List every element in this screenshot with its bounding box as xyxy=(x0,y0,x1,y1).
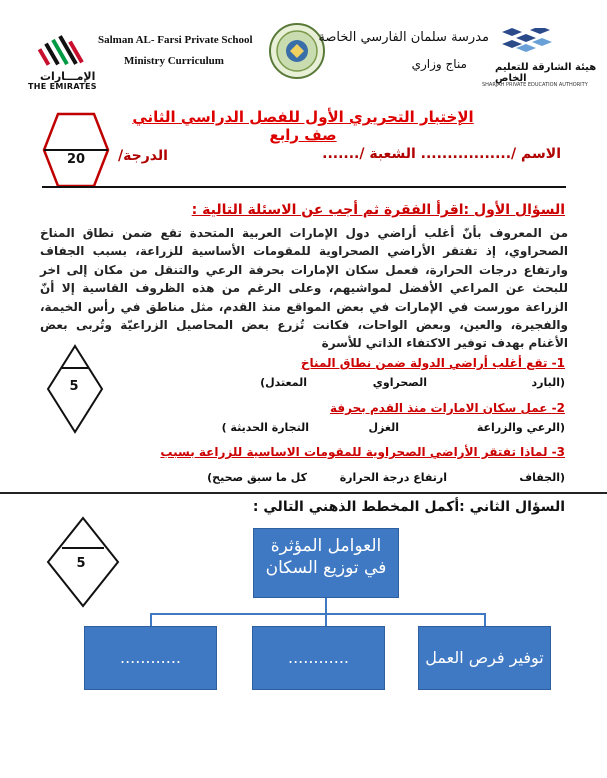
total-marks-value: 20 xyxy=(66,152,86,167)
item1-text: تقع أغلب أراضي الدولة ضمن نطاق المناخ xyxy=(300,356,548,370)
curriculum-english: Ministry Curriculum xyxy=(124,55,224,67)
mindmap-connector-right xyxy=(484,613,486,627)
question1-marks-value: 5 xyxy=(69,379,79,394)
item1-option-c: المعتدل) xyxy=(260,376,307,389)
mindmap-connector-vertical xyxy=(325,598,327,614)
item3-number: 3- xyxy=(551,445,565,459)
mindmap-main-line2: في توزيع السكان xyxy=(265,558,387,578)
grade-label: الدرجة/ xyxy=(118,148,168,164)
mindmap-main-node xyxy=(253,528,399,598)
item3-option-b: ارتفاع درجة الحرارة xyxy=(339,471,447,484)
mindmap-connector-left xyxy=(150,613,152,627)
mindmap-connector-center xyxy=(325,613,327,627)
item2-number: 2- xyxy=(551,401,565,415)
school-name-arabic: مدرسة سلمان الفارسي الخاصة xyxy=(318,30,489,45)
header-divider xyxy=(42,186,566,188)
question2-marks-value: 5 xyxy=(76,556,86,571)
mindmap-connector-horizontal xyxy=(150,613,485,615)
uae-logo-english-text: THE EMIRATES xyxy=(28,82,97,91)
question1-item1 xyxy=(301,356,565,370)
question2-heading: السؤال الثاني :أكمل المخطط الذهني التالي : xyxy=(252,499,565,515)
mindmap-child-node-2[interactable]: ............ xyxy=(252,626,385,690)
item2-option-b: الغزل xyxy=(368,421,399,434)
mindmap-main-line1: العوامل المؤثرة xyxy=(270,536,382,556)
item1-option-a: (البارد xyxy=(531,376,565,389)
total-marks-hexagon xyxy=(42,112,110,188)
item1-option-b: الصحراوي xyxy=(372,376,427,389)
mindmap-child-node-3[interactable]: ............ xyxy=(84,626,217,690)
question1-heading: السؤال الأول :اقرأ الفقرة ثم أجب عن الاسئلة التالية : xyxy=(191,202,565,218)
spea-logo xyxy=(496,28,554,58)
section-divider xyxy=(0,492,607,494)
item2-text: عمل سكان الامارات منذ القدم بحرفة xyxy=(330,401,548,415)
school-seal-logo xyxy=(268,22,326,80)
item3-text: لماذا تفتقر الأراضي الصحراوية للمقومات الاساسية للزراعة بسبب xyxy=(160,445,548,459)
item3-option-c: كل ما سبق صحيح) xyxy=(207,471,307,484)
uae-logo-arabic-text: الإمـــارات xyxy=(40,70,96,83)
question1-item2 xyxy=(330,401,565,415)
authority-name-english: SHARJAH PRIVATE EDUCATION AUTHORITY xyxy=(482,82,588,88)
name-section-line: الاسم /................. الشعبة /....... xyxy=(322,146,561,162)
exam-title: الإختبار التحريري الأول للفصل الدراسي الثاني صف رابع xyxy=(132,108,474,144)
curriculum-arabic: مناج وزاري xyxy=(411,57,467,71)
item1-number: 1- xyxy=(551,356,565,370)
mindmap-child-node-1: توفير فرص العمل xyxy=(418,626,551,690)
authority-name-arabic: هيئة الشارقة للتعليم الخاص xyxy=(495,62,597,84)
school-name-english: Salman AL- Farsi Private School xyxy=(98,34,253,46)
reading-passage: من المعروف بأنّ أغلب أراضي دول الإمارات العربية المتحدة تقع ضمن نطاق المناخ الصحراوي، إذ تفتقر الأراضي الصحراوية للمقومات الأساسية للزراعة، بسبب الجفاف وارتفاع درجات الحرارة، فعمل سكان الإمارات بحرفة الرعي والتنقل من مكان إلى اخر للبحث عن المراعي الأفضل لمواشيهم، وعلى الرغم من هذه الظروف القاسية إلا أنّ الزراعة مورست في الإمارات في بعض المواقع منذ القدم، مثل مناطق في رأس الخيمة، والفجيرة، والعين، وبعض الواحات، فكانت تُزرع بعض المحاصيل الزراعيّة وتُربى بعض الأغنام بهدف توفير الاكتفاء الذاتي للأسرة xyxy=(40,226,568,351)
item2-option-c: التجارة الحديثة ) xyxy=(221,421,309,434)
item3-option-a: (الجفاف xyxy=(519,471,565,484)
question1-item3 xyxy=(160,445,565,459)
item2-option-a: (الرعي والزراعة xyxy=(476,421,565,434)
